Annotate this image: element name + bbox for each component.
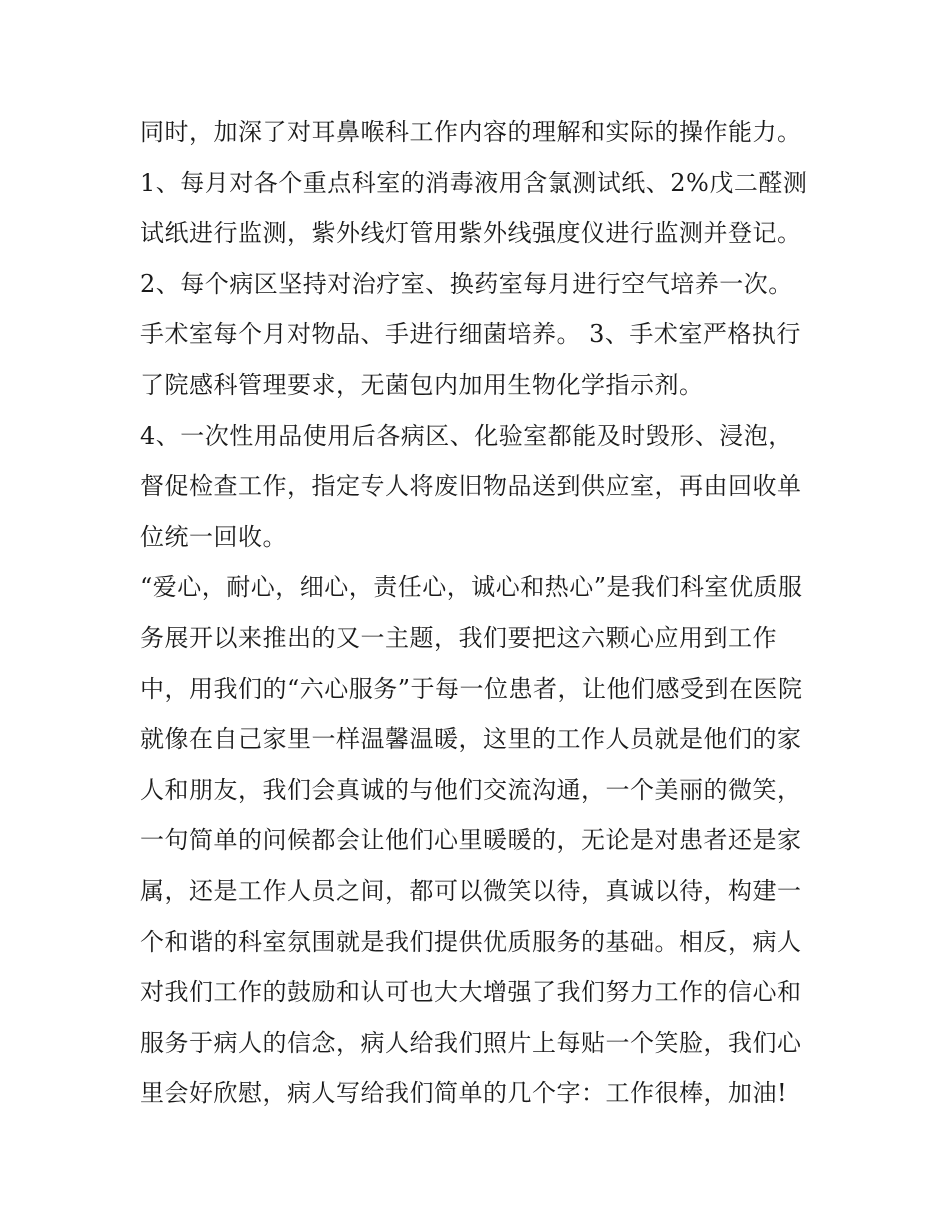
text-line: 位统一回收。	[140, 522, 287, 551]
text-line: 人和朋友，我们会真诚的与他们交流沟通，一个美丽的微笑，	[140, 775, 802, 804]
text-line: 同时，加深了对耳鼻喉科工作内容的理解和实际的操作能力。	[140, 118, 802, 146]
text-line: “爱心，耐心，细心，责任心，诚心和热心”是我们科室优质服	[140, 573, 803, 602]
text-line: 中，用我们的“六心服务”于每一位患者，让他们感受到在医院	[140, 674, 803, 703]
text-line: 一句简单的问候都会让他们心里暖暖的，无论是对患者还是家	[140, 826, 802, 855]
text-line: 手术室每个月对物品、手进行细菌培养。 3、手术室严格执行	[140, 320, 801, 349]
text-line: 就像在自己家里一样温馨温暖，这里的工作人员就是他们的家	[140, 725, 802, 754]
document-body	[140, 107, 820, 1119]
text-line: 督促检查工作，指定专人将废旧物品送到供应室，再由回收单	[140, 472, 802, 501]
text-line: 务展开以来推出的又一主题，我们要把这六颗心应用到工作	[140, 623, 777, 652]
text-line: 里会好欣慰，病人写给我们简单的几个字：工作很棒，加油!	[140, 1079, 788, 1108]
text-line: 个和谐的科室氛围就是我们提供优质服务的基础。相反，病人	[140, 927, 802, 956]
text-line: 服务于病人的信念，病人给我们照片上每贴一个笑脸，我们心	[140, 1028, 802, 1057]
text-line: 属，还是工作人员之间，都可以微笑以待，真诚以待，构建一	[140, 876, 802, 905]
text-line: 试纸进行监测，紫外线灯管用紫外线强度仪进行监测并登记。	[140, 219, 802, 248]
text-line: 对我们工作的鼓励和认可也大大增强了我们努力工作的信心和	[140, 978, 802, 1007]
text-line: 1、每月对各个重点科室的消毒液用含氯测试纸、2%戊二醛测	[140, 168, 808, 197]
text-line: 4、一次性用品使用后各病区、化验室都能及时毁形、浸泡，	[140, 421, 793, 450]
text-line: 了院感科管理要求，无菌包内加用生物化学指示剂。	[140, 370, 704, 399]
text-line: 2、每个病区坚持对治疗室、换药室每月进行空气培养一次。	[140, 269, 793, 298]
